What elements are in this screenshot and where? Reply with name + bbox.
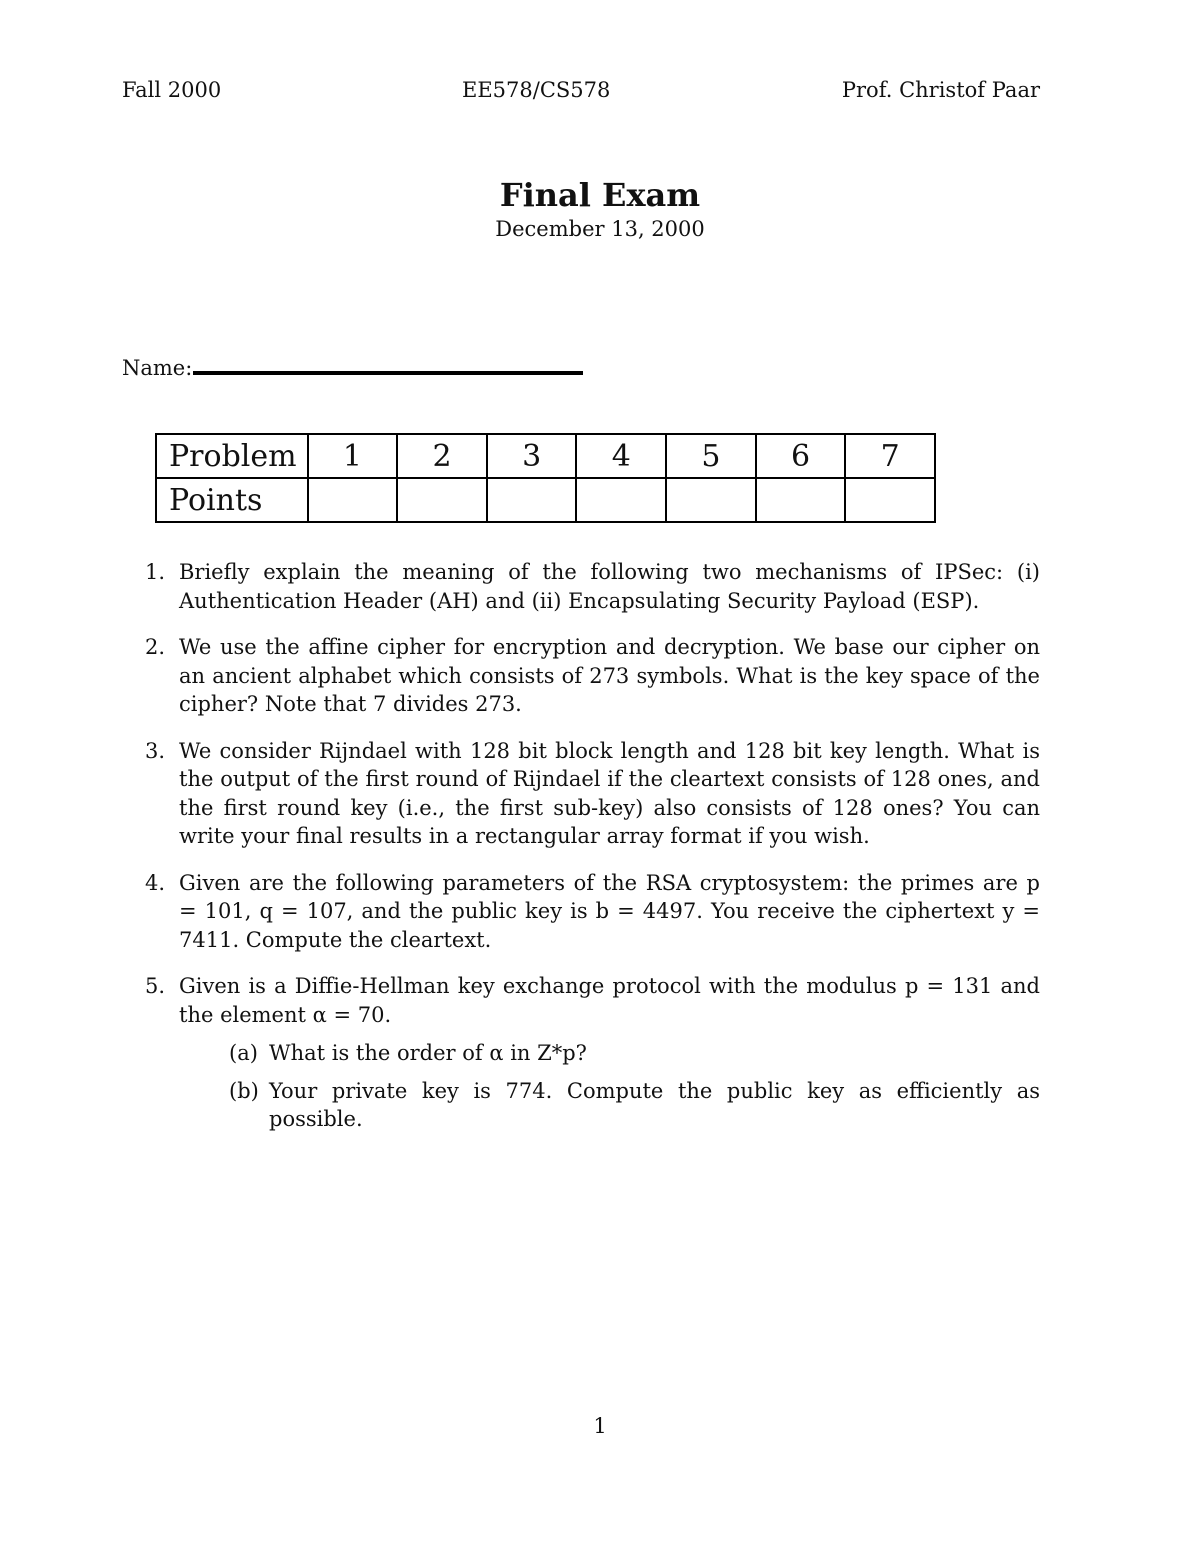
problem-number-cell: 6 (756, 434, 846, 478)
header-course: EE578/CS578 (462, 78, 611, 102)
problem-text: Briefly explain the meaning of the following two mechanisms of IPSec: (i) Authentication Header (AH) and (ii) Encapsulating Security Payload (ESP). (179, 560, 1040, 613)
subquestion-item (229, 1077, 1040, 1134)
name-field-line[interactable] (193, 371, 583, 375)
problem-item (145, 972, 1040, 1134)
points-cell[interactable] (576, 478, 666, 522)
subquestion-list (179, 1039, 1040, 1134)
points-row-label: Points (156, 478, 308, 522)
problem-number: 5. (145, 974, 166, 998)
problem-number: 3. (145, 738, 166, 763)
page-number: 1 (593, 1414, 607, 1438)
problem-number-cell: 4 (576, 434, 666, 478)
problem-item (145, 633, 1040, 719)
points-cell[interactable] (308, 478, 398, 522)
problem-number: 2. (145, 635, 166, 659)
subquestion-label: (b) (229, 1078, 259, 1103)
points-cell[interactable] (845, 478, 935, 522)
exam-title: Final Exam (499, 176, 701, 214)
score-table (155, 433, 936, 523)
subquestion-text: Your private key is 774. Compute the public key as efficiently as possible. (269, 1078, 1040, 1131)
problem-number-cell: 1 (308, 434, 398, 478)
problem-text: Given is a Diffie-Hellman key exchange protocol with the modulus p = 131 and the element α = 70. (179, 974, 1040, 1027)
problem-number-cell: 7 (845, 434, 935, 478)
score-table-points-row (156, 478, 935, 522)
header-term: Fall 2000 (122, 78, 222, 102)
problem-number-cell: 3 (487, 434, 577, 478)
problem-item (145, 558, 1040, 615)
subquestion-label: (a) (229, 1041, 258, 1065)
points-cell[interactable] (666, 478, 756, 522)
exam-date: December 13, 2000 (495, 217, 705, 241)
score-table-problem-row (156, 434, 935, 478)
header-instructor: Prof. Christof Paar (841, 78, 1040, 102)
problem-number: 1. (145, 560, 166, 584)
problem-item (145, 869, 1040, 955)
points-cell[interactable] (756, 478, 846, 522)
points-cell[interactable] (487, 478, 577, 522)
page-header (122, 78, 1040, 108)
problem-number-cell: 5 (666, 434, 756, 478)
subquestion-item (229, 1039, 1040, 1068)
subquestion-text: What is the order of α in Z*p? (269, 1041, 587, 1065)
problem-item (145, 737, 1040, 851)
problem-text: We use the affine cipher for encryption and decryption. We base our cipher on an ancient alphabet which consists of 273 symbols. What is the key space of the cipher? Note that 7 divides 273. (179, 635, 1040, 716)
problem-number: 4. (145, 870, 166, 895)
points-cell[interactable] (397, 478, 487, 522)
problem-text: Given are the following parameters of the RSA cryptosystem: the primes are p = 101, q = 107, and the public key is b = 4497. You receive the ciphertext y = 7411. Compute the cleartext. (179, 870, 1040, 952)
problem-list (145, 558, 1040, 1152)
name-label: Name: (122, 356, 193, 380)
problem-text: We consider Rijndael with 128 bit block length and 128 bit key length. What is the output of the first round of Rijndael if the cleartext consists of 128 ones, and the first round key (i.e., the first sub-key) also consists of 128 ones? You can write your final results in a rectangular array format if you wish. (179, 738, 1040, 848)
problem-row-label: Problem (156, 434, 308, 478)
problem-number-cell: 2 (397, 434, 487, 478)
